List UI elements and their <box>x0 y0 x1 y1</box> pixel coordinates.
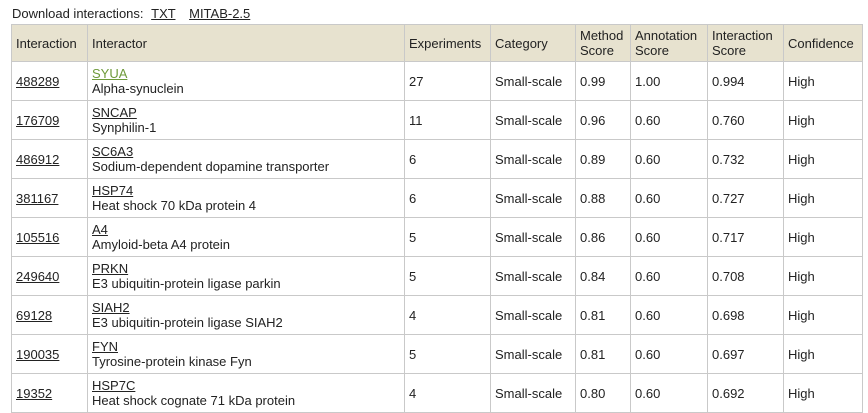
header-confidence[interactable]: Confidence <box>784 25 863 62</box>
interactor-description: Amyloid-beta A4 protein <box>92 237 231 252</box>
annotation-score-cell: 0.60 <box>631 335 708 374</box>
interaction-id-link[interactable]: 19352 <box>16 385 53 401</box>
category-cell: Small-scale <box>491 218 576 257</box>
experiments-cell: 11 <box>405 101 491 140</box>
header-category[interactable]: Category <box>491 25 576 62</box>
annotation-score-cell: 0.60 <box>631 374 708 413</box>
category-cell: Small-scale <box>491 374 576 413</box>
interactor-gene-link[interactable]: PRKN <box>92 261 129 276</box>
experiments-cell: 4 <box>405 296 491 335</box>
interactor-cell <box>88 218 405 257</box>
experiments-cell: 6 <box>405 140 491 179</box>
method-score-cell: 0.89 <box>576 140 631 179</box>
interaction-score-cell: 0.732 <box>708 140 784 179</box>
header-interaction[interactable]: Interaction <box>12 25 88 62</box>
header-interactor[interactable]: Interactor <box>88 25 405 62</box>
category-cell: Small-scale <box>491 335 576 374</box>
experiments-cell: 27 <box>405 62 491 101</box>
table-row <box>12 62 863 101</box>
confidence-cell: High <box>784 374 863 413</box>
interactor-cell <box>88 257 405 296</box>
interaction-score-cell: 0.708 <box>708 257 784 296</box>
experiments-cell: 5 <box>405 257 491 296</box>
annotation-score-cell: 1.00 <box>631 62 708 101</box>
method-score-cell: 0.84 <box>576 257 631 296</box>
download-txt-link[interactable]: TXT <box>151 6 176 21</box>
interaction-id-cell <box>12 218 88 257</box>
category-cell: Small-scale <box>491 257 576 296</box>
header-method-score[interactable]: Method Score <box>576 25 631 62</box>
interactor-gene-link[interactable]: HSP74 <box>92 183 134 198</box>
table-row <box>12 179 863 218</box>
interaction-id-cell <box>12 296 88 335</box>
confidence-cell: High <box>784 140 863 179</box>
interaction-id-cell <box>12 257 88 296</box>
interaction-score-cell: 0.994 <box>708 62 784 101</box>
header-experiments[interactable]: Experiments <box>405 25 491 62</box>
annotation-score-cell: 0.60 <box>631 140 708 179</box>
interactions-table <box>11 24 863 413</box>
experiments-cell: 5 <box>405 335 491 374</box>
confidence-cell: High <box>784 62 863 101</box>
method-score-cell: 0.96 <box>576 101 631 140</box>
table-row <box>12 218 863 257</box>
download-bar <box>12 5 250 23</box>
interactor-description: E3 ubiquitin-protein ligase SIAH2 <box>92 315 283 330</box>
interactor-cell <box>88 101 405 140</box>
interactor-description: Tyrosine-protein kinase Fyn <box>92 354 252 369</box>
annotation-score-cell: 0.60 <box>631 179 708 218</box>
interaction-score-cell: 0.698 <box>708 296 784 335</box>
interactor-description: E3 ubiquitin-protein ligase parkin <box>92 276 281 291</box>
confidence-cell: High <box>784 257 863 296</box>
category-cell: Small-scale <box>491 101 576 140</box>
header-annotation-score[interactable]: Annotation Score <box>631 25 708 62</box>
interactor-description: Sodium-dependent dopamine transporter <box>92 159 330 174</box>
interaction-id-link[interactable]: 381167 <box>16 190 59 206</box>
download-mitab-link[interactable]: MITAB-2.5 <box>189 6 251 21</box>
interactor-gene-link[interactable]: FYN <box>92 339 118 354</box>
table-header-row <box>12 25 863 62</box>
interactor-description: Synphilin-1 <box>92 120 157 135</box>
interactor-gene-link[interactable]: SYUA <box>92 66 128 81</box>
experiments-cell: 6 <box>405 179 491 218</box>
method-score-cell: 0.99 <box>576 62 631 101</box>
interaction-id-cell <box>12 101 88 140</box>
method-score-cell: 0.81 <box>576 296 631 335</box>
interactor-gene-link[interactable]: A4 <box>92 222 108 237</box>
interaction-id-link[interactable]: 69128 <box>16 307 53 323</box>
interactor-gene-link[interactable]: SNCAP <box>92 105 137 120</box>
interaction-id-link[interactable]: 176709 <box>16 112 60 128</box>
method-score-cell: 0.80 <box>576 374 631 413</box>
experiments-cell: 4 <box>405 374 491 413</box>
confidence-cell: High <box>784 335 863 374</box>
confidence-cell: High <box>784 101 863 140</box>
interactor-cell <box>88 335 405 374</box>
header-interaction-score[interactable]: Interaction Score <box>708 25 784 62</box>
interaction-id-link[interactable]: 249640 <box>16 268 60 284</box>
interaction-id-link[interactable]: 190035 <box>16 346 60 362</box>
table-row <box>12 257 863 296</box>
interaction-score-cell: 0.717 <box>708 218 784 257</box>
annotation-score-cell: 0.60 <box>631 218 708 257</box>
interactor-description: Alpha-synuclein <box>92 81 184 96</box>
interaction-id-cell <box>12 140 88 179</box>
interaction-score-cell: 0.692 <box>708 374 784 413</box>
annotation-score-cell: 0.60 <box>631 257 708 296</box>
category-cell: Small-scale <box>491 296 576 335</box>
interaction-id-cell <box>12 335 88 374</box>
table-row <box>12 296 863 335</box>
table-row <box>12 335 863 374</box>
interactor-cell <box>88 62 405 101</box>
table-row <box>12 101 863 140</box>
interaction-id-cell <box>12 179 88 218</box>
interaction-id-link[interactable]: 486912 <box>16 151 60 167</box>
method-score-cell: 0.86 <box>576 218 631 257</box>
method-score-cell: 0.81 <box>576 335 631 374</box>
interaction-score-cell: 0.760 <box>708 101 784 140</box>
interactor-description: Heat shock cognate 71 kDa protein <box>92 393 296 408</box>
interactor-cell <box>88 179 405 218</box>
annotation-score-cell: 0.60 <box>631 101 708 140</box>
interactor-gene-link[interactable]: SC6A3 <box>92 144 134 159</box>
interaction-score-cell: 0.697 <box>708 335 784 374</box>
category-cell: Small-scale <box>491 140 576 179</box>
confidence-cell: High <box>784 296 863 335</box>
interaction-id-link[interactable]: 488289 <box>16 73 60 89</box>
experiments-cell: 5 <box>405 218 491 257</box>
interaction-score-cell: 0.727 <box>708 179 784 218</box>
download-label: Download interactions: <box>12 6 144 21</box>
confidence-cell: High <box>784 218 863 257</box>
method-score-cell: 0.88 <box>576 179 631 218</box>
category-cell: Small-scale <box>491 62 576 101</box>
interactor-description: Heat shock 70 kDa protein 4 <box>92 198 257 213</box>
confidence-cell: High <box>784 179 863 218</box>
table-row <box>12 374 863 413</box>
interaction-id-cell <box>12 62 88 101</box>
category-cell: Small-scale <box>491 179 576 218</box>
annotation-score-cell: 0.60 <box>631 296 708 335</box>
interaction-id-cell <box>12 374 88 413</box>
interactor-cell <box>88 374 405 413</box>
interaction-id-link[interactable]: 105516 <box>16 229 60 245</box>
table-row <box>12 140 863 179</box>
interactor-cell <box>88 140 405 179</box>
interactor-gene-link[interactable]: SIAH2 <box>92 300 130 315</box>
interactor-gene-link[interactable]: HSP7C <box>92 378 136 393</box>
interactor-cell <box>88 296 405 335</box>
